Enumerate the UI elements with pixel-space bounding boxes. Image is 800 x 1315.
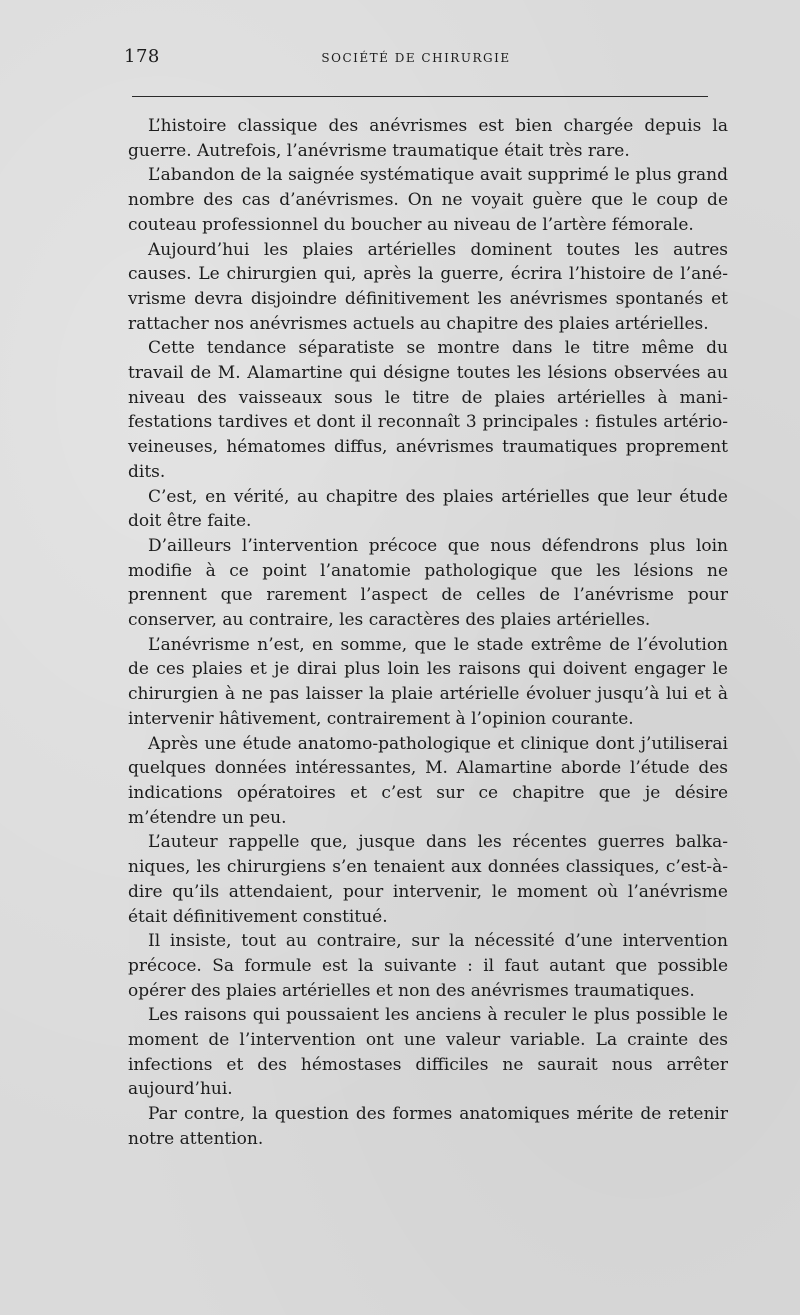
paragraph: L’auteur rappelle que, jusque dans les récentes guerres balkaniques, les chirurgiens s’en tenaient aux données classiques, c’est-à-dire qu’ils attendaient, pour intervenir, le moment où l’anévrisme était définitivement constitué. (128, 832, 728, 927)
paragraph: L’histoire classique des anévrismes est bien chargée depuis la guerre. Autrefois, l’anévrisme traumatique était très rare. (128, 116, 728, 161)
paragraph: Après une étude anatomo-pathologique et clinique dont j’utiliserai quelques données intéressantes, M. Alamartine aborde l’étude des indications opératoires et c’est sur ce chapitre que je désire m’étendre un peu. (128, 733, 728, 828)
paragraph: Cette tendance séparatiste se montre dans le titre même du travail de M. Alamartine qui désigne toutes les lésions observées au niveau des vaisseaux sous le titre de plaies artérielles à manifestations tardives et dont il reconnaît 3 principales : fistules artério-veineuses, hématomes diffus, anévrismes traumatiques proprement dits. (128, 338, 728, 482)
paragraph: L’anévrisme n’est, en somme, que le stade extrême de l’évolution de ces plaies et je dirai plus loin les raisons qui doivent engager le chirurgien à ne pas laisser la plaie artérielle évoluer jusqu’à lui et à intervenir hâtivement, contrairement à l’opinion courante. (128, 634, 728, 729)
paragraph: Il insiste, tout au contraire, sur la nécessité d’une intervention précoce. Sa formule est la suivante : il faut autant que possible opérer des plaies artérielles et non des anévrismes traumatiques. (128, 931, 728, 1001)
paragraph: Par contre, la question des formes anatomiques mérite de retenir notre attention. (128, 1104, 728, 1149)
page-number: 178 (124, 46, 160, 67)
paragraph: Aujourd’hui les plaies artérielles dominent toutes les autres causes. Le chirurgien qui, après la guerre, écrira l’histoire de l’anévrisme devra disjoindre définitivement les anévrismes spontanés et rattacher nos anévrismes actuels au chapitre des plaies artérielles. (128, 239, 728, 334)
page-header (124, 46, 708, 76)
paragraph: C’est, en vérité, au chapitre des plaies artérielles que leur étude doit être faite. (128, 486, 728, 532)
paragraph: D’ailleurs l’intervention précoce que nous défendrons plus loin modifie à ce point l’anatomie pathologique que les lésions ne prennent que rarement l’aspect de celles de l’anévrisme pour conserver, au contraire, les caractères des plaies artérielles. (128, 535, 728, 631)
body-text (128, 114, 728, 1152)
paragraph: L’abandon de la saignée systématique avait supprimé le plus grand nombre des cas d’anévrismes. On ne voyait guère que le coup de couteau professionnel du boucher au niveau de l’artère fémorale. (128, 165, 728, 235)
running-title: SOCIÉTÉ DE CHIRURGIE (321, 51, 511, 65)
header-rule (132, 96, 708, 97)
paragraph: Les raisons qui poussaient les anciens à reculer le plus possible le moment de l’intervention ont une valeur variable. La crainte des infections et des hémostases difficiles ne saurait nous arrêter aujourd’hui. (128, 1005, 728, 1100)
